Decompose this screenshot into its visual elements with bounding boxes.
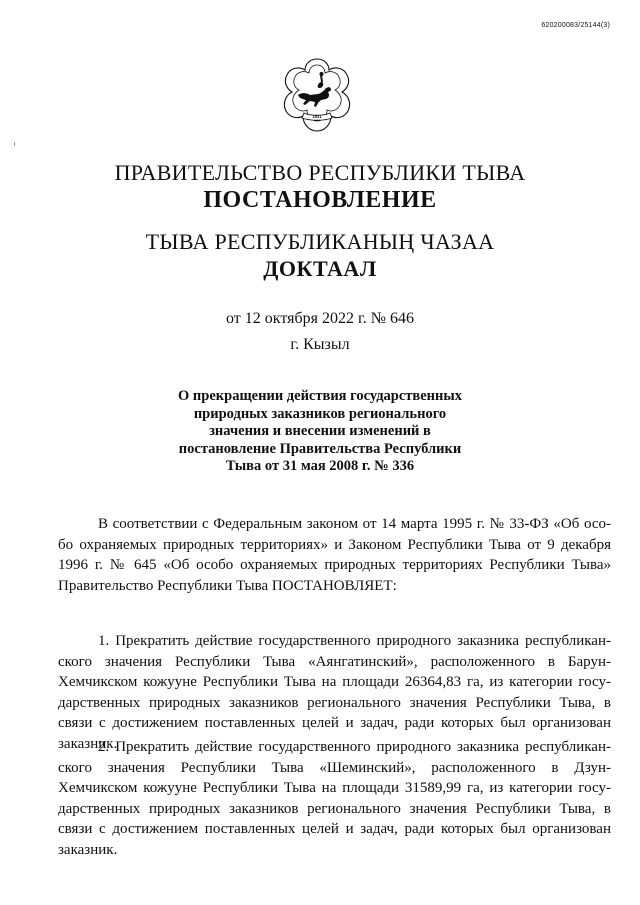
document-code: 620200083/25144(3): [541, 22, 610, 29]
emblem-year: 1921: [312, 114, 322, 120]
government-title-ru: ПРАВИТЕЛЬСТВО РЕСПУБЛИКИ ТЫВА: [114, 160, 526, 185]
paragraph-line: ского значения Республики Тыва «Шеминский», расположенного в Дзун-: [58, 759, 611, 776]
decree-heading-ru: ПОСТАНОВЛЕНИЕ: [203, 187, 437, 213]
paragraph-line: 1. Прекратить действие государственного природного заказника республикан-: [98, 633, 611, 649]
paragraph-line: Хемчикском кожууне Республики Тыва на площади 31589,99 га, из категории госу-: [58, 780, 611, 796]
title-line: постановление Правительства Республики: [178, 440, 462, 457]
decree-city: г. Кызыл: [290, 336, 350, 353]
scan-mark: [14, 142, 15, 146]
preamble-paragraph: [58, 514, 611, 596]
item-2-paragraph: [58, 737, 611, 860]
title-line: О прекращении действия государственных: [178, 388, 462, 404]
decree-date-number: от 12 октября 2022 г. № 646: [225, 310, 414, 327]
item-1-paragraph: [58, 631, 611, 754]
decree-heading-tyv: ДОКТААЛ: [263, 256, 377, 281]
paragraph-line: заказник.: [58, 841, 118, 858]
paragraph-line: Правительство Республики Тыва ПОСТАНОВЛЯЕТ:: [58, 577, 397, 594]
paragraph-line: 1996 г. № 645 «Об особо охраняемых природных территориях Республики Тыва»: [58, 557, 611, 573]
paragraph-line: ского значения Республики Тыва «Аянгатинский», расположенного в Барун-: [58, 653, 611, 670]
paragraph-line: дарственных природных заказников регионального значения Республики Тыва, в: [58, 800, 611, 817]
paragraph-line: связи с достижением поставленных целей и задач, ради которых был организован: [58, 821, 611, 837]
paragraph-line: связи с достижением поставленных целей и задач, ради которых был организован: [58, 715, 611, 731]
paragraph-line: Хемчикском кожууне Республики Тыва на площади 26364,83 га, из категории госу-: [58, 674, 611, 690]
paragraph-line: заказник.: [58, 735, 118, 752]
paragraph-line: дарственных природных заказников регионального значения Республики Тыва, в: [58, 694, 611, 711]
coat-of-arms-emblem: [274, 55, 360, 139]
decree-title: [150, 388, 490, 476]
title-line: значения и внесении изменений в: [209, 423, 431, 439]
government-title-tyv: ТЫВА РЕСПУБЛИКАНЫҢ ЧАЗАА: [145, 229, 495, 254]
title-line: Тыва от 31 мая 2008 г. № 336: [225, 458, 415, 474]
title-line: природных заказников регионального: [193, 405, 447, 422]
paragraph-line: бо охраняемых природных территориях» и Законом Республики Тыва от 9 декабря: [58, 536, 611, 553]
paragraph-line: В соответствии с Федеральным законом от 14 марта 1995 г. № 33-ФЗ «Об осо-: [98, 516, 611, 532]
paragraph-line: 2. Прекратить действие государственного природного заказника республикан-: [98, 739, 611, 755]
